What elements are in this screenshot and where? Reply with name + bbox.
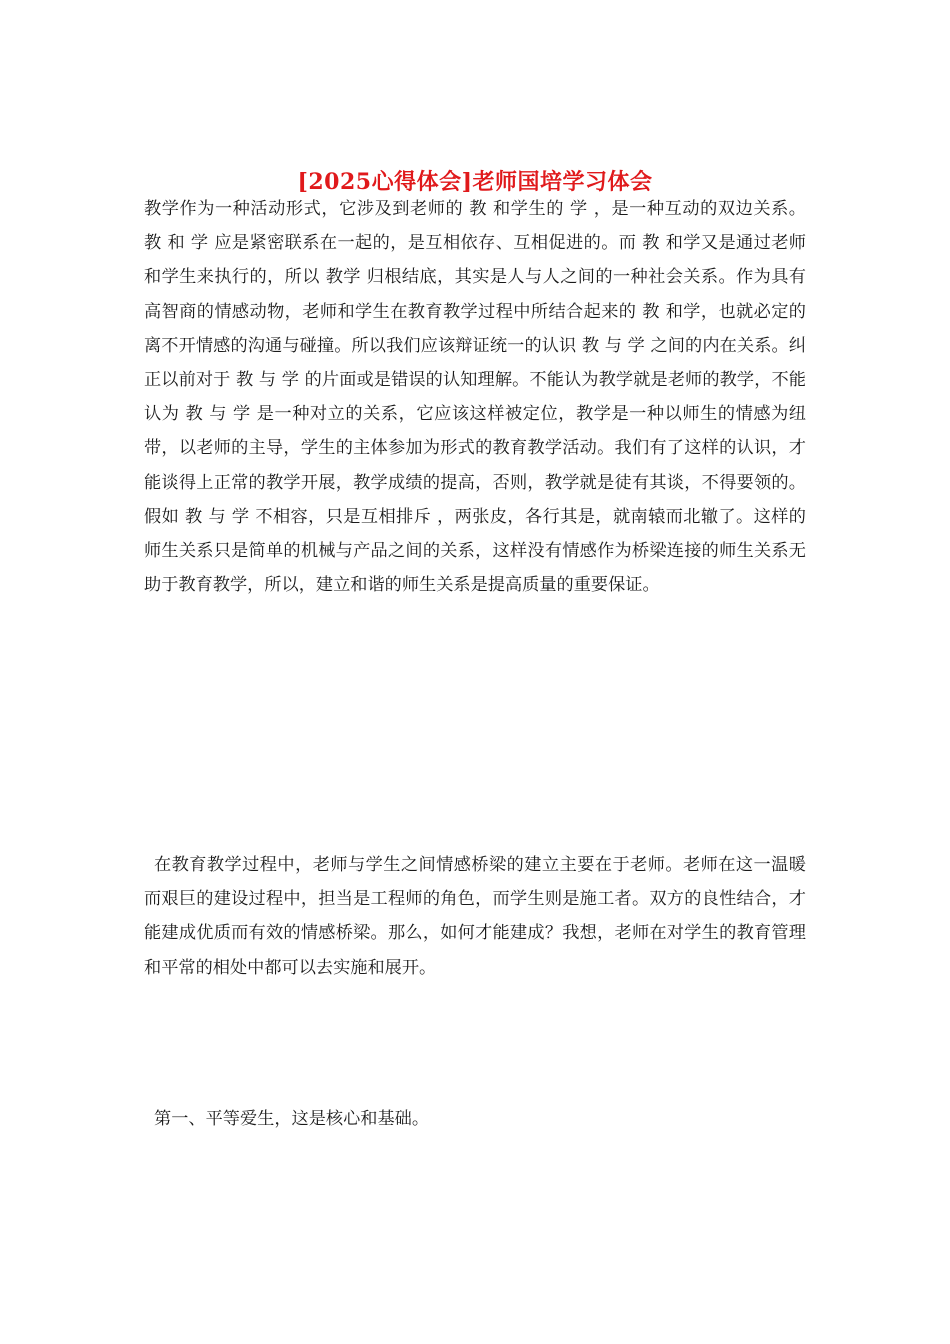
body-paragraph-3: 第一、平等爱生，这是核心和基础。 [154,1109,430,1129]
body-paragraph-1: 教学作为一种活动形式，它涉及到老师的 教 和学生的 学 ，是一种互动的双边关系。 教 和 学 应是紧密联系在一起的，是互相依存、互相促进的。而 教 和学又是通过老师和学生来执行的，所以 教学 归根结底，其实是人与人之间的一种社会关系。作为具有高智商的情感动物，老师和学生在教育教学过程中所结合起来的 教 和学，也就必定的离不开情感的沟通与碰撞。所以我们应该辩证统一的认识 教 与 学 之间的内在关系。纠正以前对于 教 与 学 的片面或是错误的认知理解。不能认为教学就是老师的教学，不能认为 教 与 学 是一种对立的关系，它应该这样被定位，教学是一种以师生的情感为纽带，以老师的主导，学生的主体参加为形式的教育教学活动。我们有了这样的认识，才能谈得上正常的教学开展，教学成绩的提高，否则，教学就是徒有其谈，不得要领的。假如 教 与 学 不相容，只是互相排斥 ，两张皮，各行其是，就南辕而北辙了。这样的师生关系只是简单的机械与产品之间的关系，这样没有情感作为桥梁连接的师生关系无助于教育教学，所以，建立和谐的师生关系是提高质量的重要保证。 [144,199,806,596]
document-title: [2025心得体会]老师国培学习体会 [297,168,653,195]
body-paragraph-2: 在教育教学过程中，老师与学生之间情感桥梁的建立主要在于老师。老师在这一温暖而艰巨的建设过程中，担当是工程师的角色，而学生则是施工者。双方的良性结合，才能建成优质而有效的情感桥梁。那么，如何才能建成？我想，老师在对学生的教育管理和平常的相处中都可以去实施和展开。 [144,855,806,978]
